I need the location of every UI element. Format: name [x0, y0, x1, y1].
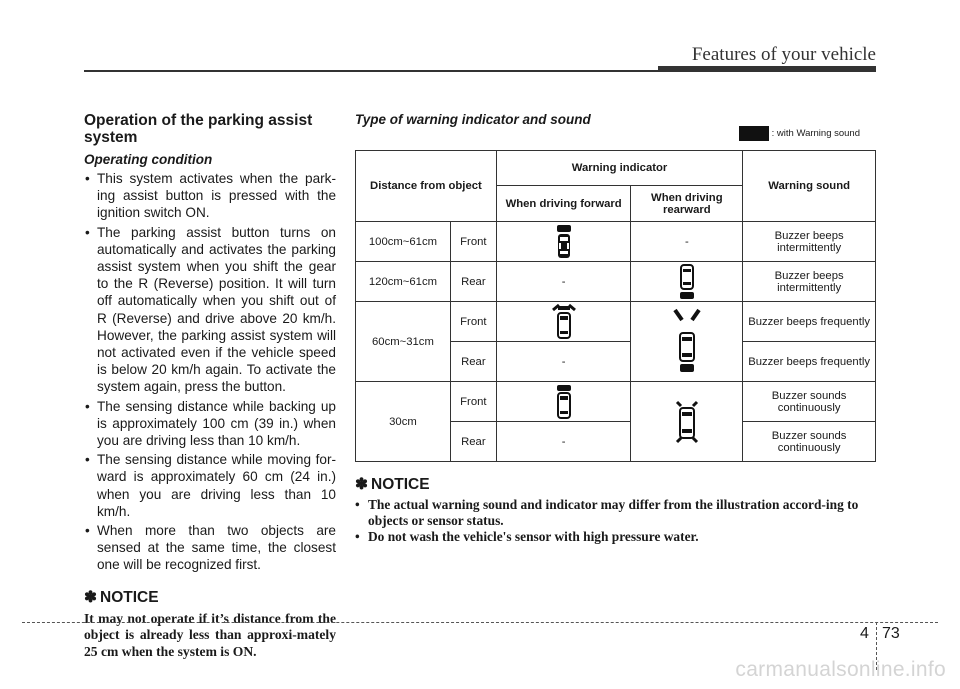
warning-table [355, 150, 876, 462]
car-rear-near-warning-icon [672, 400, 702, 444]
page-number: 73 [882, 625, 900, 642]
notice-block [355, 475, 878, 545]
notice-title: NOTICE [371, 476, 430, 493]
sound-cell: Buzzer sounds continuously [743, 422, 876, 462]
section-heading: Operation of the parking assist system [84, 112, 313, 146]
sound-cell: Buzzer sounds continuously [743, 382, 876, 422]
rearward-cell [631, 382, 743, 462]
list-item: • The sensing distance while backing up is approximately 100 cm (39 in.) when you are driving less than 10 km/h. [84, 398, 336, 450]
car-front-corners-warning-icon [551, 304, 577, 340]
car-front-near-warning-icon [554, 384, 574, 420]
header-forward: When driving forward [496, 186, 631, 222]
forward-cell [496, 222, 631, 262]
header-rearward: When driving rearward [631, 186, 743, 222]
rearward-cell [631, 262, 743, 302]
table-heading: Type of warning indicator and sound [355, 112, 591, 127]
notice-heading [84, 588, 336, 607]
list-item: • The sensing distance while moving for-ward is approximately 60 cm (24 in.) when you are driving less than 10 km/h. [84, 451, 336, 520]
legend [739, 126, 860, 141]
running-header-title: Features of your vehicle [691, 44, 876, 65]
legend-text: : with Warning sound [771, 128, 860, 139]
header-rule-accent [658, 66, 876, 72]
forward-cell: - [496, 422, 631, 462]
list-item: • The parking assist button turns on automatically and activates the parking assist system when you shift the gear to the R (Reverse) position. It will turn off automatically when you shift out of R (Reverse) and drive above 20 km/h. However, the parking assist system will not activated even if the vehicle speed is below 20 km/h again. To activate the system again, press the button. [84, 224, 336, 396]
table-row [356, 382, 876, 422]
sound-cell: Buzzer beeps intermittently [743, 262, 876, 302]
rearward-cell [631, 302, 743, 382]
direction-cell: Front [450, 382, 496, 422]
direction-cell: Front [450, 302, 496, 342]
car-rear-corners-warning-icon [672, 307, 702, 377]
notice-star-icon: ✽ [84, 588, 97, 606]
table-row [356, 222, 876, 262]
car-front-warning-icon [554, 224, 574, 260]
right-column [355, 112, 876, 454]
table-row [356, 262, 876, 302]
sound-cell: Buzzer beeps frequently [743, 302, 876, 342]
car-rear-warning-icon [677, 264, 697, 300]
left-column [84, 112, 336, 660]
list-item: • When more than two objects are sensed at the same time, the closest one will be recognized first. [84, 522, 336, 574]
notice-title: NOTICE [100, 588, 159, 606]
table-row [356, 302, 876, 342]
direction-cell: Front [450, 222, 496, 262]
distance-cell: 60cm~31cm [356, 302, 451, 382]
direction-cell: Rear [450, 342, 496, 382]
direction-cell: Rear [450, 262, 496, 302]
header-indicator: Warning indicator [496, 151, 742, 186]
forward-cell: - [496, 342, 631, 382]
direction-cell: Rear [450, 422, 496, 462]
condition-list [84, 170, 336, 574]
list-item: • Do not wash the vehicle's sensor with high pressure water. [355, 529, 878, 545]
list-item: • The actual warning sound and indicator may differ from the illustration accord-ing to objects or sensor status. [355, 497, 878, 529]
footer-rule [22, 622, 938, 623]
watermark: carmanualsonline.info [735, 658, 946, 681]
notice-star-icon: ✽ [355, 476, 368, 493]
legend-swatch [739, 126, 769, 141]
notice-heading [355, 475, 878, 494]
sound-cell: Buzzer beeps intermittently [743, 222, 876, 262]
forward-cell [496, 302, 631, 342]
forward-cell [496, 382, 631, 422]
header-distance: Distance from object [356, 151, 497, 222]
distance-cell: 30cm [356, 382, 451, 462]
sound-cell: Buzzer beeps frequently [743, 342, 876, 382]
forward-cell: - [496, 262, 631, 302]
list-item: • This system activates when the park-ing assist button is pressed with the ignition switch ON. [84, 170, 336, 222]
rearward-cell: - [631, 222, 743, 262]
header-sound: Warning sound [743, 151, 876, 222]
subsection-heading: Operating condition [84, 152, 213, 167]
notice-list [355, 497, 878, 545]
distance-cell: 120cm~61cm [356, 262, 451, 302]
chapter-number: 4 [860, 625, 869, 642]
notice-text: It may not operate if it’s distance from the object is already less than approxi-mately 25 cm when the system is ON. [84, 610, 336, 659]
distance-cell: 100cm~61cm [356, 222, 451, 262]
